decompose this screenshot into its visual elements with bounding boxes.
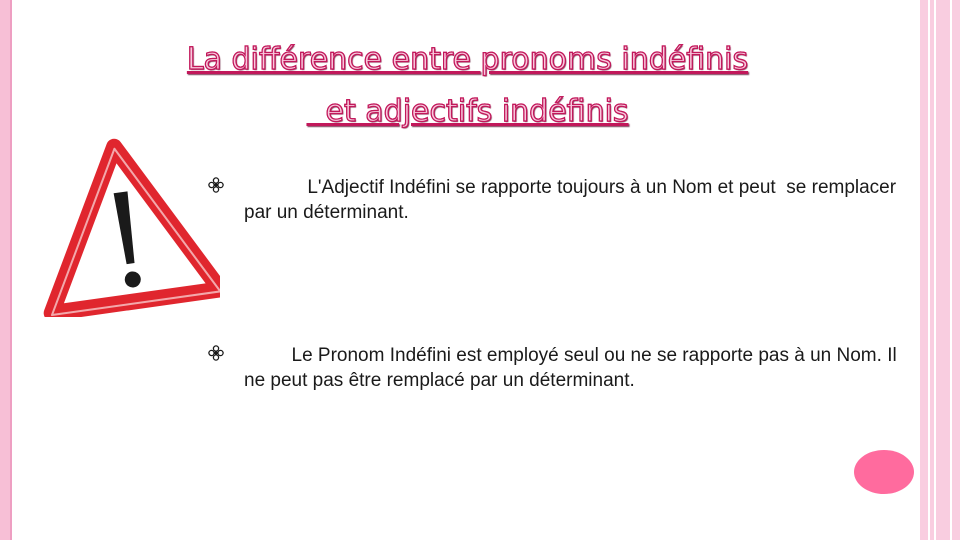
title-line-2: et adjectifs indéfinis [306,94,629,129]
bullet-text: Le Pronom Indéfini est employé seul ou ne se rapporte pas à un Nom. Il ne peut pas être remplacé par un déterminant. [244,345,902,391]
slide-title [60,34,875,138]
flower-bullet-icon [208,345,224,361]
title-line-1: La différence entre pronoms indéfinis [186,42,749,77]
bullet-item [244,175,904,225]
right-frame-border [920,0,960,540]
warning-triangle-icon [30,132,220,317]
left-frame-border [0,0,12,540]
decorative-pink-dot [854,450,914,494]
frame-stripe [950,0,952,540]
frame-stripe [928,0,930,540]
bullet-item [244,343,904,393]
bullet-text: L'Adjectif Indéfini se rapporte toujours à un Nom et peut se remplacer par un déterminant. [244,177,902,223]
flower-bullet-icon [208,177,224,193]
frame-stripe [934,0,936,540]
